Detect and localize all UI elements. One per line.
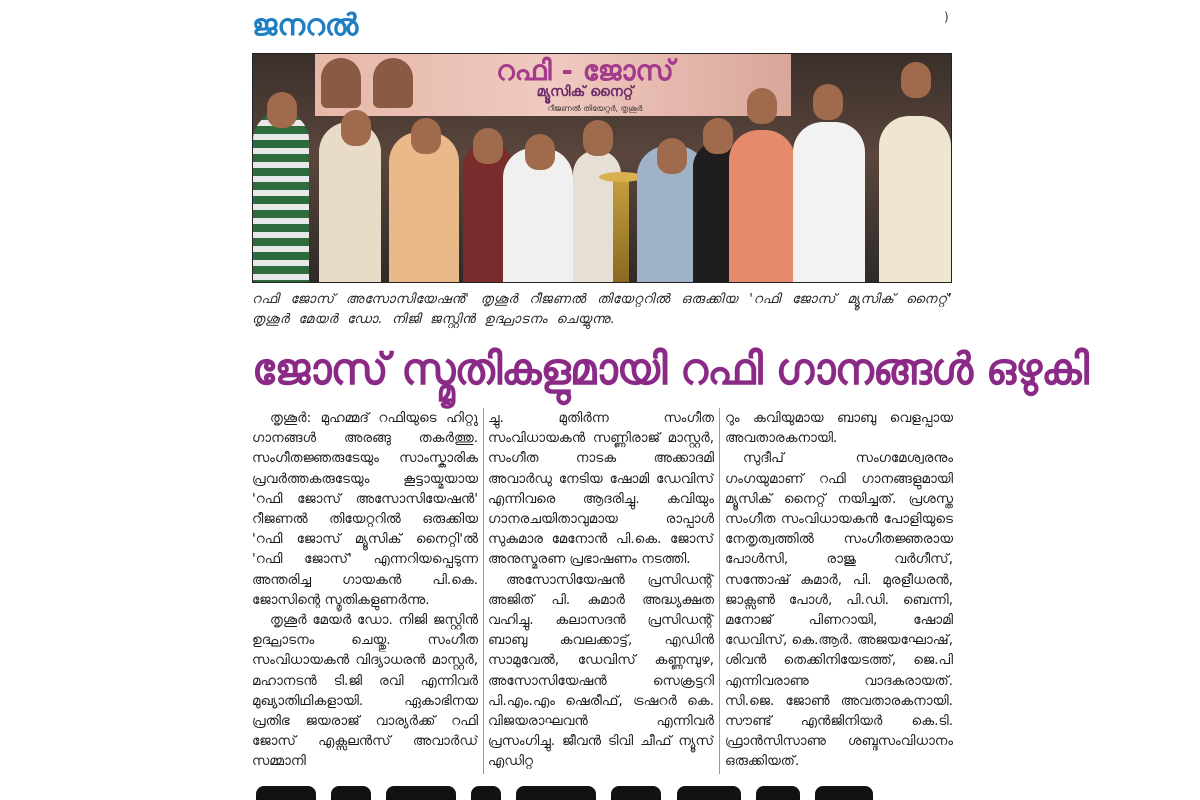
- person-head: [525, 134, 555, 170]
- column-divider: [483, 408, 484, 774]
- article-column-3: [725, 408, 953, 780]
- person-head: [473, 128, 503, 164]
- banner-portrait: [373, 58, 413, 108]
- photo-caption: റഫി ജോസ് അസോസിയേഷൻ' തൃശൂർ റീജണൽ തിയേറ്ററിൽ ഒരുക്കിയ 'റഫി ജോസ് മ്യൂസിക് നൈറ്റ്' തൃശൂർ മേയർ ഡോ. നിജി ജസ്റ്റിൻ ഉദ്ഘാടനം ചെയ്യുന്നു.: [252, 292, 952, 327]
- person-head: [703, 118, 733, 154]
- person-figure: [729, 130, 795, 282]
- person-head: [747, 88, 777, 124]
- headline-glyph-fragment: [756, 786, 800, 800]
- news-photo: [252, 53, 952, 283]
- person-head: [267, 92, 297, 128]
- person-figure: [879, 116, 951, 282]
- article-paragraph: തൃശൂർ മേയർ ഡോ. നിജി ജസ്റ്റിൻ ഉദ്ഘാടനം ചെയ്തു. സംഗീത സംവിധായകൻ വിദ്യാധരൻ മാസ്റ്റർ, മഹാനടൻ ടി.ജി രവി എന്നിവർ മുഖ്യാതിഥികളായി. ഏകാഭിനയ പ്രതിഭ ജയരാജ് വാര്യർക്ക് റഫി ജോസ് എക്സലൻസ് അവാർഡ് സമ്മാനി: [252, 612, 478, 770]
- article-column-1: [252, 408, 478, 780]
- person-head: [657, 138, 687, 174]
- headline-glyph-fragment: [386, 786, 456, 800]
- person-figure: [253, 112, 309, 282]
- headline-glyph-fragment: [256, 786, 316, 800]
- article-body: [252, 408, 956, 780]
- headline-glyph-fragment: [471, 786, 501, 800]
- event-banner: [315, 54, 791, 116]
- person-head: [901, 62, 931, 98]
- article-paragraph: ച്ചു. മുതിർന്ന സംഗീത സംവിധായകൻ സണ്ണിരാജ് മാസ്റ്റർ, സംഗീത നാടക അക്കാദമി അവാർഡു നേടിയ ഷോമി ഡേവിസ് എന്നിവരെ ആദരിച്ചു. കവിയും ഗാനരചയിതാവുമായ രാപ്പാൾ സുകുമാര മേനോൻ പി.കെ. ജോസ് അനുസ്മരണ പ്രഭാഷണം നടത്തി.: [488, 410, 714, 568]
- next-headline-fragment: [256, 780, 956, 800]
- person-figure: [793, 122, 865, 282]
- column-divider: [719, 408, 720, 774]
- person-head: [813, 84, 843, 120]
- person-head: [341, 110, 371, 146]
- article-paragraph: അസോസിയേഷൻ പ്രസിഡന്റ് അജിത് പി. കുമാർ അദ്ധ്യക്ഷത വഹിച്ചു. കലാസദൻ പ്രസിഡന്റ് ബാബു കവലക്കാട്ട്, എഡിൻ സാമുവേൽ, ഡേവിസ് കണ്ണമ്പുഴ, അസോസിയേഷൻ സെക്രട്ടറി പി.എം.എം ഷെരീഫ്, ട്രഷറർ കെ. വിജയരാഘവൻ എന്നിവർ പ്രസംഗിച്ചു. ജീവൻ ടിവി ചീഫ് ന്യൂസ് എഡിറ്റ: [488, 571, 714, 770]
- article-paragraph: സുദീപ് സംഗമേശ്വരനും ഗംഗയുമാണ് റഫി ഗാനങ്ങളുമായി മ്യൂസിക് നൈറ്റ് നയിച്ചത്. പ്രശസ്ത സംഗീത സംവിധായകൻ പോളിയുടെ നേതൃത്വത്തിൽ സംഗീതജ്ഞരായ പോൾസി, രാജു വർഗീസ്, സന്തോഷ് കുമാർ, പി. മുരളീധരൻ, ജാക്സൺ പോൾ, പി.ഡി. ബെന്നി, മനോജ് പിണറായി, ഷോമി ഡേവിസ്, കെ.ആർ. അജയഘോഷ്, ശിവൻ തെക്കിനിയേടത്ത്, ജെ.പി എന്നിവരാണു വാദകരായത്. സി.ജെ. ജോൺ അവതാരകനായി. സൗണ്ട് എൻജിനിയർ കെ.ടി. ഫ്രാൻസിസാണു ശബ്ദസംവിധാനം ഒരുക്കിയത്.: [725, 450, 953, 770]
- article-paragraph: തൃശൂർ: മുഹമ്മദ് റഫിയുടെ ഹിറ്റു ഗാനങ്ങൾ അരങ്ങു തകർത്തു. സംഗീതജ്ഞരുടേയും സാംസ്കാരിക പ്രവർത്തകരുടേയും കൂട്ടായ്മയായ 'റഫി ജോസ് അസോസിയേഷൻ' റീജണൽ തിയേറ്ററിൽ ഒരുക്കിയ 'റഫി ജോസ് മ്യൂസിക് നൈറ്റി'ൽ 'റഫി ജോസ്' എന്നറിയപ്പെടുന്ന അന്തരിച്ച ഗായകൻ പി.കെ. ജോസിന്റെ സ്മൃതികളുണർന്നു.: [252, 410, 478, 608]
- page-mark: ): [944, 10, 949, 24]
- article-paragraph: റും കവിയുമായ ബാബു വെളപ്പായ അവതാരകനായി.: [725, 410, 953, 447]
- banner-venue: റീജണൽ തിയേറ്റർ, തൃശൂർ: [547, 104, 643, 113]
- headline-glyph-fragment: [677, 786, 741, 800]
- headline-glyph-fragment: [611, 786, 661, 800]
- banner-title: റഫി - ജോസ്: [496, 54, 674, 87]
- section-title: ജനറൽ: [252, 8, 359, 43]
- traditional-lamp: [613, 174, 629, 282]
- banner-portrait: [321, 58, 361, 108]
- person-head: [411, 118, 441, 154]
- article-column-2: [488, 408, 714, 780]
- person-figure: [389, 132, 459, 282]
- headline-glyph-fragment: [516, 786, 596, 800]
- person-figure: [319, 122, 381, 282]
- headline: ജോസ് സ്മൃതികളുമായി റഫി ഗാനങ്ങൾ ഒഴുകി: [252, 344, 1089, 395]
- headline-glyph-fragment: [815, 786, 873, 800]
- banner-subtitle: മ്യൂസിക് നൈറ്റ്: [536, 84, 634, 100]
- person-head: [583, 120, 613, 156]
- headline-glyph-fragment: [331, 786, 371, 800]
